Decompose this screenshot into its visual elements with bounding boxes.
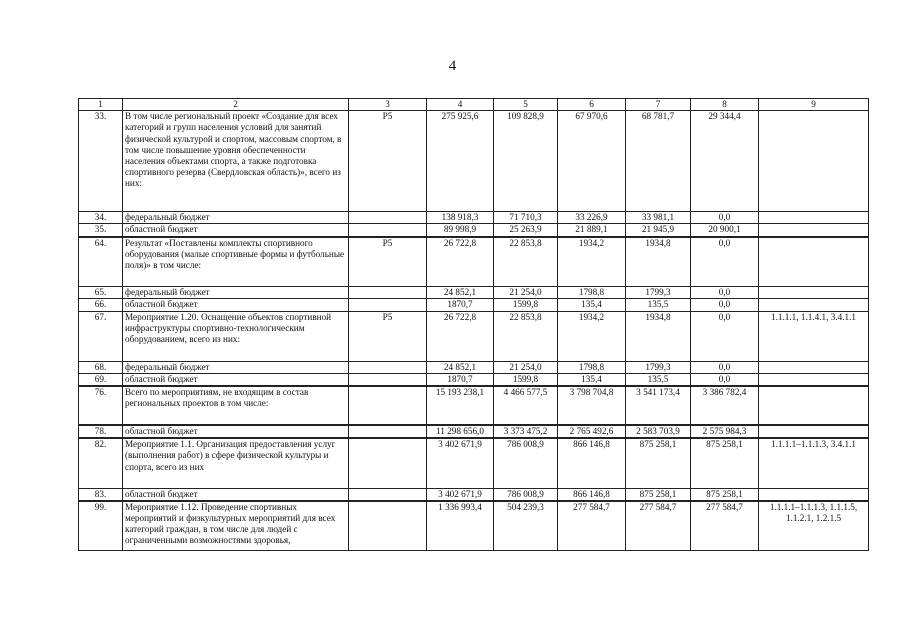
- row-value-cell: 135,4: [558, 299, 626, 311]
- row-number-cell: 68.: [79, 361, 123, 373]
- column-header: 8: [691, 99, 759, 111]
- row-target-ref-cell: 1.1.1.1–1.1.1.3, 1.1.1.5, 1.1.2.1, 1.2.1.5: [759, 501, 869, 551]
- column-header: 6: [558, 99, 626, 111]
- row-value-cell: 1934,8: [626, 311, 691, 361]
- page-number: 4: [448, 58, 457, 74]
- row-code-cell: Р5: [349, 111, 427, 212]
- row-number-cell: 69.: [79, 373, 123, 386]
- row-code-cell: [349, 386, 427, 425]
- row-target-ref-cell: [759, 287, 869, 299]
- row-value-cell: 0,0: [691, 299, 759, 311]
- row-value-cell: 21 254,0: [494, 361, 558, 373]
- row-code-cell: Р5: [349, 237, 427, 287]
- row-value-cell: 3 402 671,9: [427, 438, 494, 488]
- row-name-cell: Всего по мероприятиям, не входящим в состав региональных проектов в том числе:: [123, 386, 349, 425]
- table-row: [79, 361, 869, 373]
- row-value-cell: 2 583 703,9: [626, 425, 691, 438]
- row-name-cell: Мероприятие 1.1. Организация предоставления услуг (выполнения работ) в сфере физической культуры и спорта, всего из них: [123, 438, 349, 488]
- row-value-cell: 875 258,1: [626, 488, 691, 501]
- row-value-cell: 866 146,8: [558, 488, 626, 501]
- row-value-cell: 1798,8: [558, 361, 626, 373]
- row-code-cell: [349, 488, 427, 501]
- row-value-cell: 277 584,7: [626, 501, 691, 551]
- row-code-cell: [349, 287, 427, 299]
- row-target-ref-cell: [759, 373, 869, 386]
- row-target-ref-cell: [759, 212, 869, 224]
- row-value-cell: 26 722,8: [427, 311, 494, 361]
- row-value-cell: 0,0: [691, 287, 759, 299]
- row-value-cell: 1599,8: [494, 373, 558, 386]
- row-value-cell: 3 541 173,4: [626, 386, 691, 425]
- row-value-cell: 3 373 475,2: [494, 425, 558, 438]
- column-header: 2: [123, 99, 349, 111]
- row-number-cell: 34.: [79, 212, 123, 224]
- table-row: [79, 425, 869, 438]
- column-header: 1: [79, 99, 123, 111]
- row-value-cell: 875 258,1: [626, 438, 691, 488]
- row-number-cell: 83.: [79, 488, 123, 501]
- row-name-cell: областной бюджет: [123, 299, 349, 311]
- row-value-cell: 135,5: [626, 373, 691, 386]
- table-row: [79, 311, 869, 361]
- row-name-cell: областной бюджет: [123, 373, 349, 386]
- row-value-cell: 71 710,3: [494, 212, 558, 224]
- table-row: [79, 212, 869, 224]
- row-value-cell: 33 226,9: [558, 212, 626, 224]
- row-value-cell: 89 998,9: [427, 224, 494, 237]
- row-target-ref-cell: [759, 224, 869, 237]
- row-name-cell: Мероприятие 1.20. Оснащение объектов спортивной инфраструктуры спортивно-технологическим оборудованием, всего из них:: [123, 311, 349, 361]
- row-value-cell: 21 254,0: [494, 287, 558, 299]
- column-header: 4: [427, 99, 494, 111]
- row-code-cell: [349, 224, 427, 237]
- budget-table: [78, 98, 869, 551]
- row-number-cell: 65.: [79, 287, 123, 299]
- row-value-cell: 0,0: [691, 373, 759, 386]
- row-value-cell: 504 239,3: [494, 501, 558, 551]
- row-value-cell: 1 336 993,4: [427, 501, 494, 551]
- row-value-cell: 786 008,9: [494, 488, 558, 501]
- row-value-cell: 138 918,3: [427, 212, 494, 224]
- row-name-cell: областной бюджет: [123, 425, 349, 438]
- row-value-cell: 3 386 782,4: [691, 386, 759, 425]
- row-code-cell: Р5: [349, 311, 427, 361]
- row-value-cell: 33 981,1: [626, 212, 691, 224]
- row-value-cell: 0,0: [691, 311, 759, 361]
- row-value-cell: 875 258,1: [691, 488, 759, 501]
- column-header: 7: [626, 99, 691, 111]
- row-code-cell: [349, 299, 427, 311]
- row-value-cell: 1870,7: [427, 373, 494, 386]
- row-value-cell: 875 258,1: [691, 438, 759, 488]
- row-target-ref-cell: [759, 111, 869, 212]
- row-target-ref-cell: [759, 361, 869, 373]
- row-value-cell: 1799,3: [626, 287, 691, 299]
- row-name-cell: Мероприятие 1.12. Проведение спортивных мероприятий и физкультурных мероприятий для всех категорий граждан, в том числе для людей с ограниченными возможностями здоровья,: [123, 501, 349, 551]
- row-value-cell: 0,0: [691, 237, 759, 287]
- row-name-cell: областной бюджет: [123, 488, 349, 501]
- table-row: [79, 501, 869, 551]
- row-name-cell: федеральный бюджет: [123, 287, 349, 299]
- row-target-ref-cell: [759, 425, 869, 438]
- row-name-cell: федеральный бюджет: [123, 361, 349, 373]
- row-value-cell: 1799,3: [626, 361, 691, 373]
- row-number-cell: 76.: [79, 386, 123, 425]
- row-value-cell: 1934,2: [558, 311, 626, 361]
- row-value-cell: 11 298 656,0: [427, 425, 494, 438]
- row-value-cell: 277 584,7: [691, 501, 759, 551]
- row-code-cell: [349, 438, 427, 488]
- row-value-cell: 24 852,1: [427, 287, 494, 299]
- row-value-cell: 135,4: [558, 373, 626, 386]
- row-name-cell: областной бюджет: [123, 224, 349, 237]
- table-row: [79, 386, 869, 425]
- row-number-cell: 64.: [79, 237, 123, 287]
- row-number-cell: 67.: [79, 311, 123, 361]
- row-target-ref-cell: [759, 488, 869, 501]
- row-value-cell: 67 970,6: [558, 111, 626, 212]
- row-target-ref-cell: [759, 299, 869, 311]
- row-value-cell: 135,5: [626, 299, 691, 311]
- row-value-cell: 22 853,8: [494, 237, 558, 287]
- row-target-ref-cell: 1.1.1.1–1.1.1.3, 3.4.1.1: [759, 438, 869, 488]
- row-value-cell: 68 781,7: [626, 111, 691, 212]
- row-value-cell: 786 008,9: [494, 438, 558, 488]
- row-value-cell: 1798,8: [558, 287, 626, 299]
- table-row: [79, 237, 869, 287]
- row-value-cell: 1934,2: [558, 237, 626, 287]
- row-value-cell: 4 466 577,5: [494, 386, 558, 425]
- row-value-cell: 2 765 492,6: [558, 425, 626, 438]
- row-number-cell: 99.: [79, 501, 123, 551]
- column-header: 9: [759, 99, 869, 111]
- row-value-cell: 22 853,8: [494, 311, 558, 361]
- row-name-cell: федеральный бюджет: [123, 212, 349, 224]
- row-number-cell: 35.: [79, 224, 123, 237]
- row-code-cell: [349, 212, 427, 224]
- row-value-cell: 0,0: [691, 361, 759, 373]
- row-value-cell: 0,0: [691, 212, 759, 224]
- row-value-cell: 25 263,9: [494, 224, 558, 237]
- row-number-cell: 78.: [79, 425, 123, 438]
- row-code-cell: [349, 501, 427, 551]
- row-name-cell: В том числе региональный проект «Создание для всех категорий и групп населения условий для занятий физической культурой и спортом, массовым спортом, в том числе повышение уровня обеспеченности населения объектами спорта, а также подготовка спортивного резерва (Свердловская область)», всего из них:: [123, 111, 349, 212]
- row-value-cell: 275 925,6: [427, 111, 494, 212]
- row-value-cell: 21 889,1: [558, 224, 626, 237]
- table-row: [79, 299, 869, 311]
- table-row: [79, 224, 869, 237]
- row-number-cell: 82.: [79, 438, 123, 488]
- row-value-cell: 2 575 984,3: [691, 425, 759, 438]
- row-code-cell: [349, 425, 427, 438]
- row-number-cell: 66.: [79, 299, 123, 311]
- row-value-cell: 3 402 671,9: [427, 488, 494, 501]
- row-target-ref-cell: [759, 237, 869, 287]
- row-value-cell: 866 146,8: [558, 438, 626, 488]
- row-value-cell: 109 828,9: [494, 111, 558, 212]
- row-value-cell: 15 193 238,1: [427, 386, 494, 425]
- table-row: [79, 373, 869, 386]
- row-value-cell: 21 945,9: [626, 224, 691, 237]
- row-target-ref-cell: [759, 386, 869, 425]
- column-header: 5: [494, 99, 558, 111]
- row-value-cell: 3 798 704,8: [558, 386, 626, 425]
- row-target-ref-cell: 1.1.1.1, 1.1.4.1, 3.4.1.1: [759, 311, 869, 361]
- row-name-cell: Результат «Поставлены комплекты спортивного оборудования (малые спортивные формы и футбольные поля)» в том числе:: [123, 237, 349, 287]
- row-value-cell: 24 852,1: [427, 361, 494, 373]
- table-body: [79, 111, 869, 551]
- column-header: 3: [349, 99, 427, 111]
- row-value-cell: 277 584,7: [558, 501, 626, 551]
- row-value-cell: 26 722,8: [427, 237, 494, 287]
- table-row: [79, 287, 869, 299]
- table-row: [79, 488, 869, 501]
- table-row: [79, 438, 869, 488]
- row-value-cell: 1934,8: [626, 237, 691, 287]
- row-value-cell: 29 344,4: [691, 111, 759, 212]
- row-number-cell: 33.: [79, 111, 123, 212]
- row-value-cell: 1870,7: [427, 299, 494, 311]
- row-value-cell: 20 900,1: [691, 224, 759, 237]
- table-row: [79, 111, 869, 212]
- row-code-cell: [349, 361, 427, 373]
- row-code-cell: [349, 373, 427, 386]
- column-number-row: [79, 99, 869, 111]
- row-value-cell: 1599,8: [494, 299, 558, 311]
